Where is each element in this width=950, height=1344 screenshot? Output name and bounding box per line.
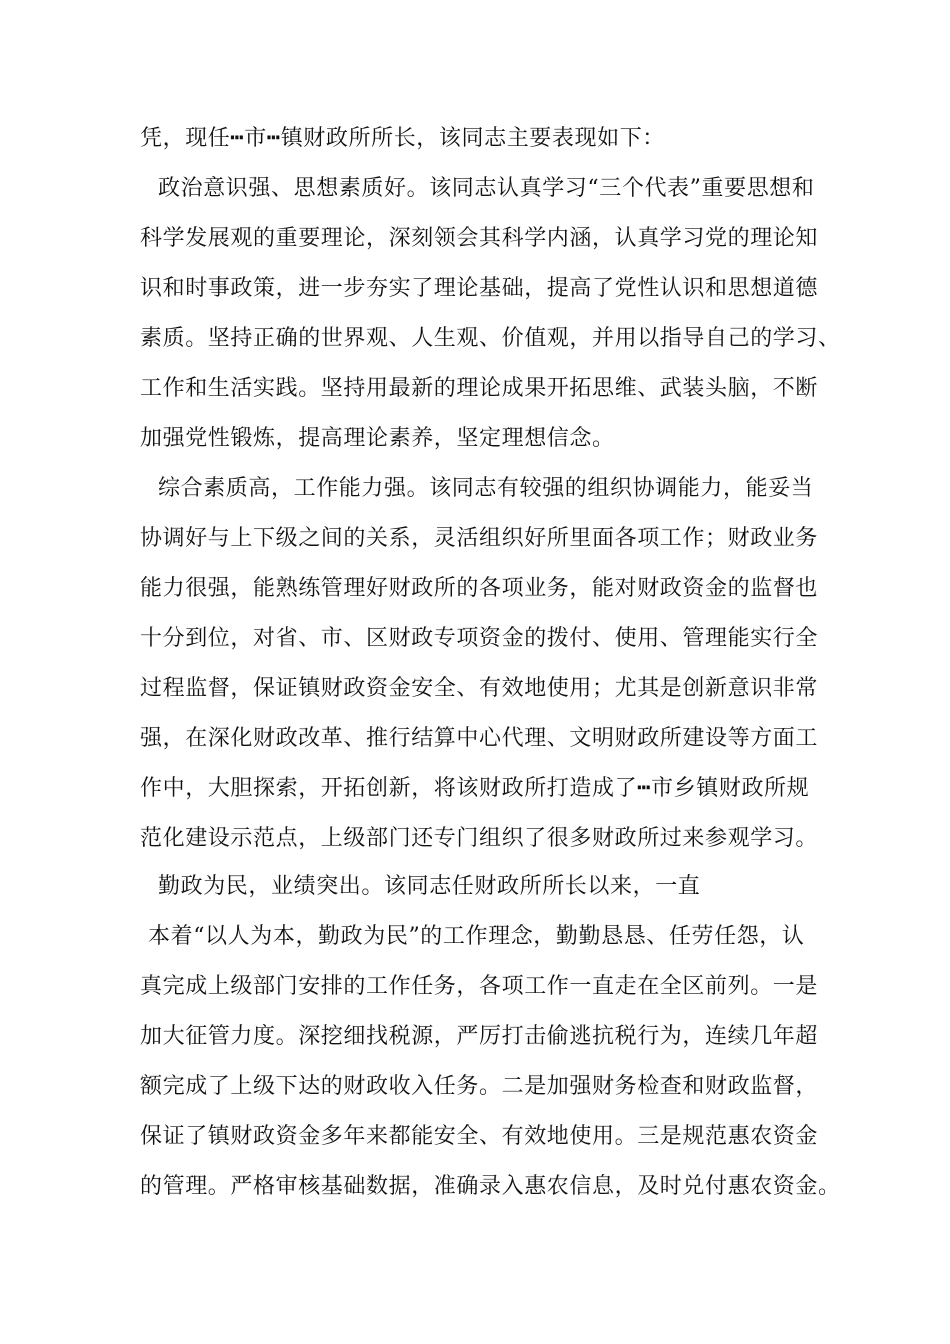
text-line: 勤政为民，业绩突出。该同志任财政所所长以来，一直 xyxy=(158,874,701,899)
text-line: 加大征管力度。深挖细找税源，严厉打击偷逃抗税行为，连续几年超 xyxy=(140,1024,819,1049)
text-line: 强，在深化财政改革、推行结算中心代理、文明财政所建设等方面工 xyxy=(140,726,819,751)
text-line: 综合素质高，工作能力强。该同志有较强的组织协调能力，能妥当 xyxy=(158,476,814,501)
text-line: 额完成了上级下达的财政收入任务。二是加强财务检查和财政监督， xyxy=(140,1074,819,1099)
text-line: 政治意识强、思想素质好。该同志认真学习“三个代表”重要思想和 xyxy=(158,176,815,201)
text-line: 保证了镇财政资金多年来都能安全、有效地使用。三是规范惠农资金 xyxy=(140,1124,819,1149)
text-line: 真完成上级部门安排的工作任务，各项工作一直走在全区前列。一是 xyxy=(140,974,819,999)
text-line: 协调好与上下级之间的关系，灵活组织好所里面各项工作；财政业务 xyxy=(140,526,819,551)
text-line: 素质。坚持正确的世界观、人生观、价值观，并用以指导自己的学习、 xyxy=(140,326,841,351)
text-line: 能力很强，能熟练管理好财政所的各项业务，能对财政资金的监督也 xyxy=(140,576,819,601)
text-line: 识和时事政策，进一步夯实了理论基础，提高了党性认识和思想道德 xyxy=(140,276,819,301)
text-line: 科学发展观的重要理论，深刻领会其科学内涵，认真学习党的理论知 xyxy=(140,226,819,251)
text-line: 过程监督，保证镇财政资金安全、有效地使用；尤其是创新意识非常 xyxy=(140,676,819,701)
text-line: 作中，大胆探索，开拓创新，将该财政所打造成了┅市乡镇财政所规 xyxy=(140,776,810,801)
text-line: 凭，现任┅市┅镇财政所所长，该同志主要表现如下： xyxy=(140,126,665,151)
text-line: 工作和生活实践。坚持用最新的理论成果开拓思维、武装头脑，不断 xyxy=(140,376,819,401)
text-line: 范化建设示范点，上级部门还专门组织了很多财政所过来参观学习。 xyxy=(140,826,819,851)
text-line: 十分到位，对省、市、区财政专项资金的拨付、使用、管理能实行全 xyxy=(140,626,819,651)
text-line: 加强党性锻炼，提高理论素养，坚定理想信念。 xyxy=(140,426,615,451)
text-line: 的管理。严格审核基础数据，准确录入惠农信息，及时兑付惠农资金。 xyxy=(140,1174,841,1199)
text-line: 本着“以人为本，勤政为民”的工作理念，勤勤恳恳、任劳任怨，认 xyxy=(148,924,805,949)
